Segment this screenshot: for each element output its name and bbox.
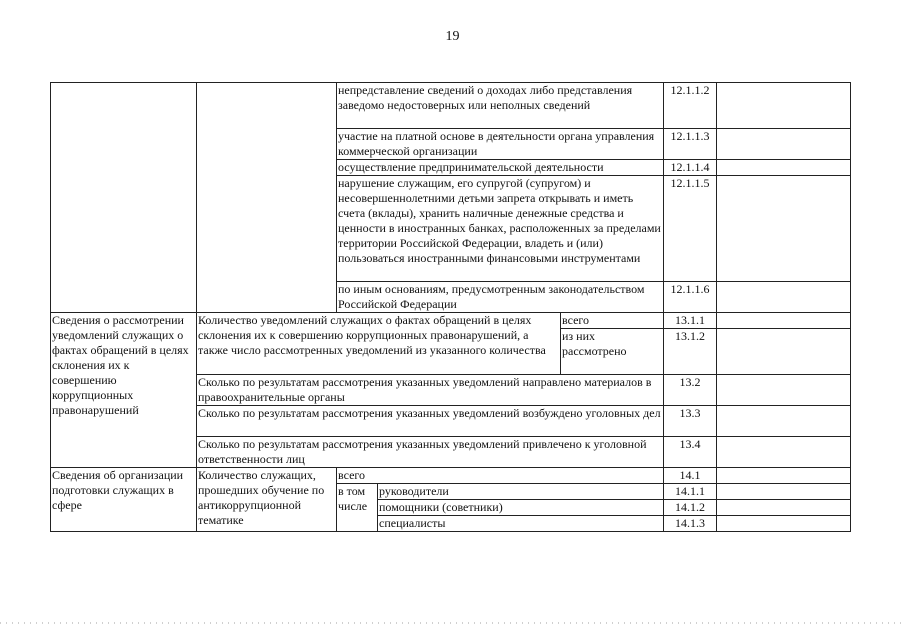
- row-code: 13.3: [664, 406, 717, 437]
- value-cell[interactable]: [717, 160, 851, 176]
- row-text: непредставление сведений о доходах либо представления заведомо недостоверных или неполных сведений: [337, 83, 664, 129]
- s14-assistants-label: помощники (советники): [378, 500, 664, 516]
- value-cell[interactable]: [717, 176, 851, 282]
- row-code: 12.1.1.2: [664, 83, 717, 129]
- row-code: 13.1.2: [664, 329, 717, 375]
- value-cell[interactable]: [717, 516, 851, 532]
- page-number: 19: [445, 29, 460, 44]
- row-code: 12.1.1.6: [664, 282, 717, 313]
- s14-total-label: всего: [337, 468, 664, 484]
- table-row: [51, 468, 851, 484]
- s13-count-text: Количество уведомлений служащих о фактах обращений в целях склонения их к совершению коррупционных правонарушений, а также число рассмотренных уведомлений из указанного количества: [197, 313, 561, 375]
- s13-total-label: всего: [561, 313, 664, 329]
- s13-cases-text: Сколько по результатам рассмотрения указанных уведомлений возбуждено уголовных дел: [197, 406, 664, 437]
- value-cell[interactable]: [717, 313, 851, 329]
- row-text: по иным основаниям, предусмотренным законодательством Российской Федерации: [337, 282, 664, 313]
- value-cell[interactable]: [717, 129, 851, 160]
- value-cell[interactable]: [717, 406, 851, 437]
- s14-heads-label: руководители: [378, 484, 664, 500]
- s14-including-label: в том числе: [337, 484, 378, 532]
- value-cell[interactable]: [717, 282, 851, 313]
- row-code: 13.1.1: [664, 313, 717, 329]
- row-text: нарушение служащим, его супругой (супругом) и несовершеннолетними детьми запрета открывать и иметь счета (вклады), хранить наличные денежные средства и ценности в иностранных банках, расположенных за пределами территории Российской Федерации, владеть и (или) пользоваться иностранными финансовыми инструментами: [337, 176, 664, 282]
- row-code: 14.1.3: [664, 516, 717, 532]
- value-cell[interactable]: [717, 468, 851, 484]
- s13-sent-text: Сколько по результатам рассмотрения указанных уведомлений направлено материалов в правоохранительные органы: [197, 375, 664, 406]
- row-code: 12.1.1.3: [664, 129, 717, 160]
- row-text: участие на платной основе в деятельности органа управления коммерческой организации: [337, 129, 664, 160]
- row-text: осуществление предпринимательской деятельности: [337, 160, 664, 176]
- s14-count-text: Количество служащих, прошедших обучение по антикоррупционной тематике: [197, 468, 337, 532]
- s13-reviewed-label: из них рассмотрено: [561, 329, 664, 375]
- section-13-heading: Сведения о рассмотрении уведомлений служащих о фактах обращений в целях склонения их к совершению коррупционных правонарушений: [51, 313, 197, 468]
- row-code: 12.1.1.4: [664, 160, 717, 176]
- value-cell[interactable]: [717, 83, 851, 129]
- row-code: 14.1.1: [664, 484, 717, 500]
- row-code: 13.2: [664, 375, 717, 406]
- table-row: [51, 313, 851, 329]
- section-14-heading: Сведения об организации подготовки служащих в сфере: [51, 468, 197, 532]
- row-code: 14.1: [664, 468, 717, 484]
- value-cell[interactable]: [717, 484, 851, 500]
- value-cell[interactable]: [717, 437, 851, 468]
- value-cell[interactable]: [717, 500, 851, 516]
- row-code: 12.1.1.5: [664, 176, 717, 282]
- row-code: 13.4: [664, 437, 717, 468]
- value-cell[interactable]: [717, 329, 851, 375]
- row-code: 14.1.2: [664, 500, 717, 516]
- scan-edge-artifact: [0, 622, 905, 624]
- empty-heading-cell: [51, 83, 197, 313]
- table-row: [51, 83, 851, 129]
- s13-liable-text: Сколько по результатам рассмотрения указанных уведомлений привлечено к уголовной ответственности лиц: [197, 437, 664, 468]
- report-form-table: [50, 82, 851, 532]
- empty-subheading-cell: [197, 83, 337, 313]
- s14-specialists-label: специалисты: [378, 516, 664, 532]
- value-cell[interactable]: [717, 375, 851, 406]
